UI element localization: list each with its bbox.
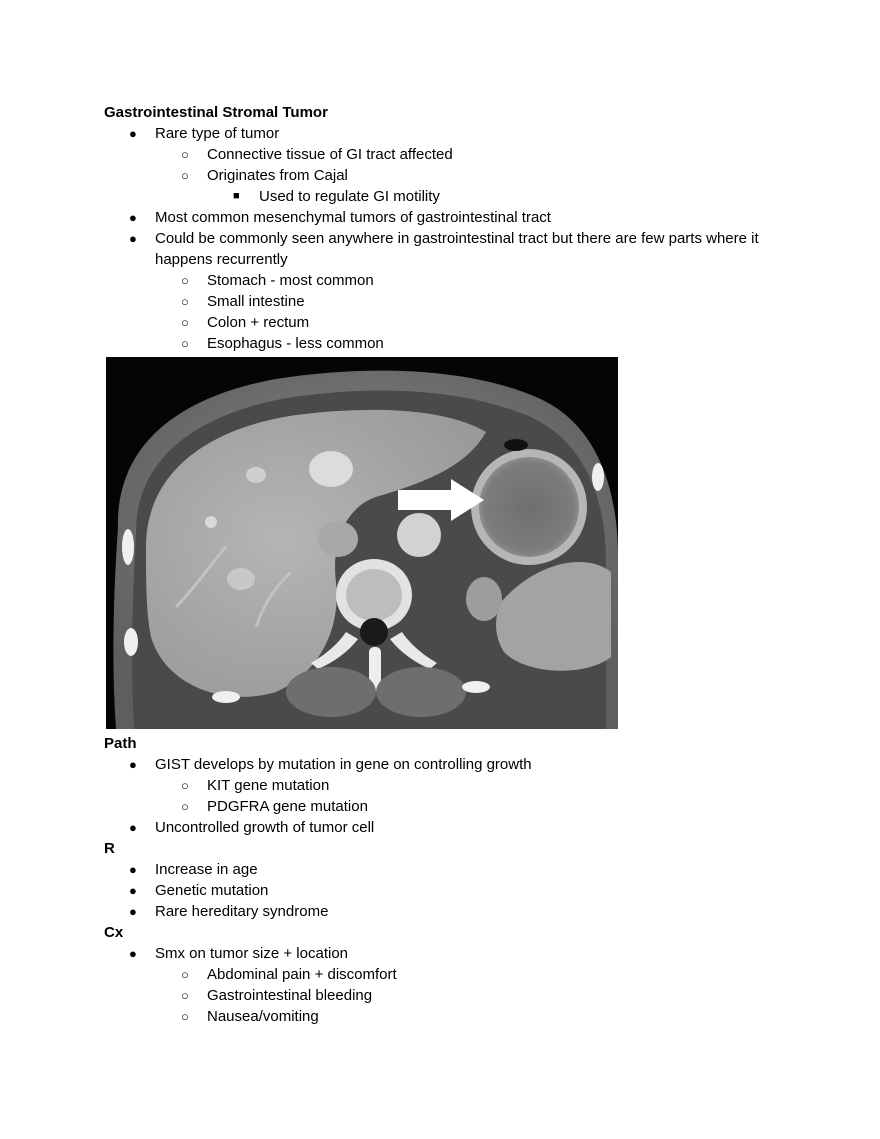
- list-item: [104, 312, 784, 333]
- list-item-text: Rare type of tumor: [155, 125, 280, 142]
- list-item-text: Smx on tumor size + location: [155, 945, 349, 962]
- list-item-text: Rare hereditary syndrome: [155, 903, 329, 920]
- bullet-circle-icon: ○: [181, 168, 189, 183]
- list-item-text: Most common mesenchymal tumors of gastrointestinal tract: [155, 209, 551, 226]
- list-item: [104, 1006, 784, 1027]
- list-item-text: Esophagus - less common: [207, 335, 384, 352]
- bullet-disc-icon: ●: [129, 820, 137, 835]
- bullet-circle-icon: ○: [181, 315, 189, 330]
- list-item: [104, 144, 784, 165]
- section-heading: R: [104, 840, 115, 857]
- list-item-text: Abdominal pain + discomfort: [207, 966, 397, 983]
- bullet-disc-icon: ●: [129, 210, 137, 225]
- list-item: [104, 880, 784, 901]
- ct-scan-illustration: [106, 357, 618, 729]
- section-path: [104, 733, 784, 838]
- list-item: [104, 943, 784, 964]
- bullet-disc-icon: ●: [129, 757, 137, 772]
- list-item-text: Connective tissue of GI tract affected: [207, 146, 453, 163]
- bullet-disc-icon: ●: [129, 904, 137, 919]
- list-item-text: Originates from Cajal: [207, 167, 348, 184]
- section-heading: Cx: [104, 924, 124, 941]
- list-item-text: Small intestine: [207, 293, 305, 310]
- list-item-text: Used to regulate GI motility: [259, 188, 440, 205]
- bullet-circle-icon: ○: [181, 778, 189, 793]
- list-item: [104, 985, 784, 1006]
- ct-scan-image: [106, 357, 618, 729]
- list-item-text: Increase in age: [155, 861, 258, 878]
- bullet-circle-icon: ○: [181, 336, 189, 351]
- list-item: [104, 291, 784, 312]
- list-item: [104, 817, 784, 838]
- list-item: [104, 228, 784, 270]
- list-item-text: Genetic mutation: [155, 882, 269, 899]
- list-item: [104, 775, 784, 796]
- bullet-disc-icon: ●: [129, 126, 137, 141]
- list-item-text: KIT gene mutation: [207, 777, 330, 794]
- bullet-circle-icon: ○: [181, 294, 189, 309]
- section-gist: [104, 102, 784, 354]
- bullet-circle-icon: ○: [181, 147, 189, 162]
- list-item: [104, 901, 784, 922]
- list-item-text: Uncontrolled growth of tumor cell: [155, 819, 375, 836]
- list-item-text: Nausea/vomiting: [207, 1008, 319, 1025]
- list-item-text: Could be commonly seen anywhere in gastrointestinal tract but there are few parts where it happens recurrently: [155, 230, 759, 268]
- list-item-text: Colon + rectum: [207, 314, 310, 331]
- bullet-circle-icon: ○: [181, 1009, 189, 1024]
- list-item-text: Gastrointestinal bleeding: [207, 987, 373, 1004]
- list-item: [104, 333, 784, 354]
- list-item: [104, 186, 784, 207]
- bullet-disc-icon: ●: [129, 946, 137, 961]
- bullet-square-icon: ■: [233, 190, 240, 202]
- document-content: [104, 102, 784, 1027]
- section-cx: [104, 922, 784, 1027]
- bullet-circle-icon: ○: [181, 273, 189, 288]
- list-item: [104, 796, 784, 817]
- bullet-circle-icon: ○: [181, 988, 189, 1003]
- list-item-text: GIST develops by mutation in gene on controlling growth: [155, 756, 532, 773]
- section-risk: [104, 838, 784, 922]
- list-item: [104, 964, 784, 985]
- list-item: [104, 859, 784, 880]
- bullet-circle-icon: ○: [181, 967, 189, 982]
- bullet-circle-icon: ○: [181, 799, 189, 814]
- list-item: [104, 270, 784, 291]
- list-item: [104, 754, 784, 775]
- bullet-disc-icon: ●: [129, 862, 137, 877]
- list-item: [104, 165, 784, 186]
- list-item: [104, 123, 784, 144]
- bullet-disc-icon: ●: [129, 231, 137, 246]
- section-heading: Gastrointestinal Stromal Tumor: [104, 104, 328, 121]
- list-item-text: PDGFRA gene mutation: [207, 798, 368, 815]
- list-item: [104, 207, 784, 228]
- bullet-disc-icon: ●: [129, 883, 137, 898]
- list-item-text: Stomach - most common: [207, 272, 374, 289]
- section-heading: Path: [104, 735, 137, 752]
